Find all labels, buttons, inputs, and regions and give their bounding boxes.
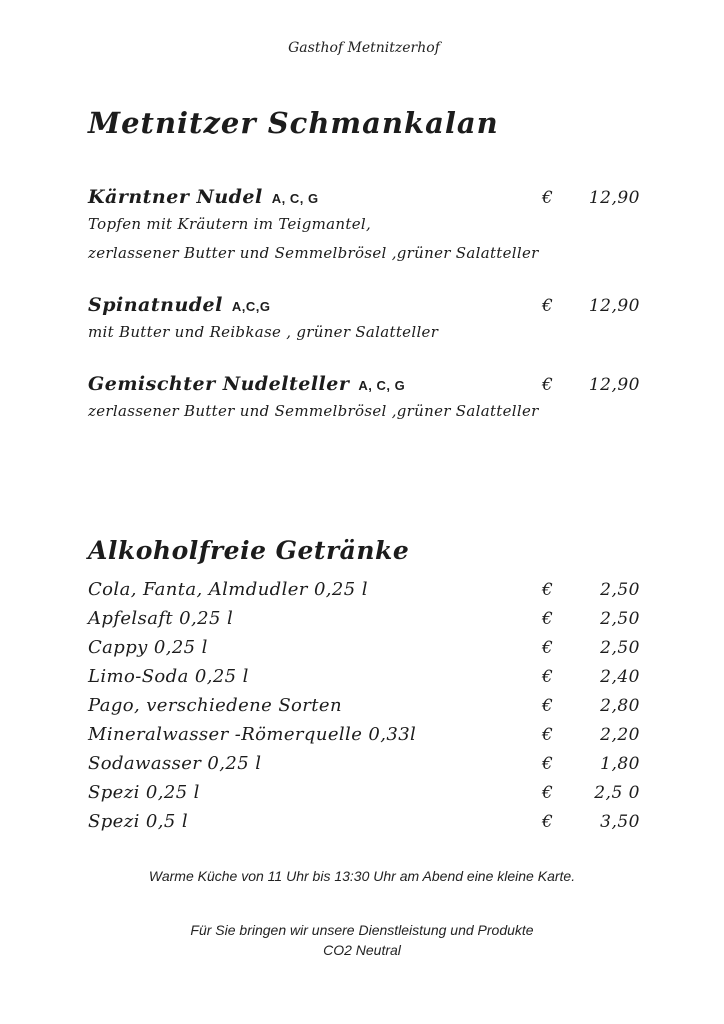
- drink-price: 2,50: [600, 638, 640, 658]
- drink-item: [88, 637, 640, 666]
- drink-name: Spezi 0,5 l: [88, 811, 188, 832]
- drink-item: [88, 753, 640, 782]
- service-note-line2: CO2 Neutral: [323, 942, 401, 958]
- food-item-price: 12,90: [588, 375, 640, 395]
- food-item-row: [88, 186, 640, 208]
- food-item-description: Topfen mit Kräutern im Teigmantel,: [88, 215, 372, 233]
- currency-symbol: €: [542, 296, 553, 316]
- drink-price: 3,50: [600, 812, 640, 832]
- food-item-name: Gemischter Nudelteller: [88, 373, 350, 395]
- drink-name: Sodawasser 0,25 l: [88, 753, 262, 774]
- food-item-row: [88, 373, 640, 395]
- kitchen-hours-note: Warme Küche von 11 Uhr bis 13:30 Uhr am Abend eine kleine Karte.: [148, 868, 576, 884]
- drink-item: [88, 724, 640, 753]
- drink-name: Cola, Fanta, Almdudler 0,25 l: [88, 579, 368, 600]
- food-section: [88, 186, 640, 424]
- drink-name: Cappy 0,25 l: [88, 637, 208, 658]
- restaurant-name: Gasthof Metnitzerhof: [288, 40, 440, 56]
- food-item-row: [88, 294, 640, 316]
- currency-symbol: €: [542, 667, 553, 687]
- drink-name: Mineralwasser -Römerquelle 0,33l: [88, 724, 417, 745]
- service-note: [0, 920, 724, 960]
- drink-name: Limo-Soda 0,25 l: [88, 666, 249, 687]
- drink-name: Spezi 0,25 l: [88, 782, 200, 803]
- currency-symbol: €: [542, 609, 553, 629]
- menu-title: Metnitzer Schmankalan: [88, 106, 499, 140]
- drink-price: 2,50: [600, 609, 640, 629]
- allergen-codes: A, C, G: [271, 191, 319, 206]
- food-item: [88, 294, 640, 345]
- currency-symbol: €: [542, 696, 553, 716]
- currency-symbol: €: [542, 725, 553, 745]
- drink-item: [88, 579, 640, 608]
- drink-price: 2,40: [600, 667, 640, 687]
- food-item-name: Kärntner Nudel: [88, 186, 263, 208]
- food-item: [88, 373, 640, 424]
- service-note-line1: Für Sie bringen wir unsere Dienstleistung und Produkte: [190, 922, 534, 938]
- drinks-section-heading: Alkoholfreie Getränke: [88, 536, 410, 565]
- food-item-description: zerlassener Butter und Semmelbrösel ,grüner Salatteller: [88, 402, 539, 420]
- drink-item: [88, 608, 640, 637]
- drink-item: [88, 811, 640, 840]
- drinks-section: [88, 579, 640, 840]
- food-item-price: 12,90: [588, 188, 640, 208]
- currency-symbol: €: [542, 375, 553, 395]
- food-item-price: 12,90: [588, 296, 640, 316]
- drink-price: 2,20: [600, 725, 640, 745]
- currency-symbol: €: [542, 638, 553, 658]
- drink-item: [88, 782, 640, 811]
- food-item-description: mit Butter und Reibkase , grüner Salatteller: [88, 323, 439, 341]
- currency-symbol: €: [542, 812, 553, 832]
- drink-name: Apfelsaft 0,25 l: [88, 608, 234, 629]
- allergen-codes: A, C, G: [358, 378, 406, 393]
- drink-price: 2,50: [600, 580, 640, 600]
- currency-symbol: €: [542, 188, 553, 208]
- food-item-name: Spinatnudel: [88, 294, 223, 316]
- drink-name: Pago, verschiedene Sorten: [88, 695, 342, 716]
- food-item-description: zerlassener Butter und Semmelbrösel ,grüner Salatteller: [88, 244, 539, 262]
- currency-symbol: €: [542, 580, 553, 600]
- drink-price: 2,80: [600, 696, 640, 716]
- allergen-codes: A,C,G: [231, 299, 271, 314]
- drink-item: [88, 695, 640, 724]
- drink-price: 2,5 0: [594, 783, 640, 803]
- drink-item: [88, 666, 640, 695]
- currency-symbol: €: [542, 754, 553, 774]
- food-item: [88, 186, 640, 266]
- drink-price: 1,80: [600, 754, 640, 774]
- currency-symbol: €: [542, 783, 553, 803]
